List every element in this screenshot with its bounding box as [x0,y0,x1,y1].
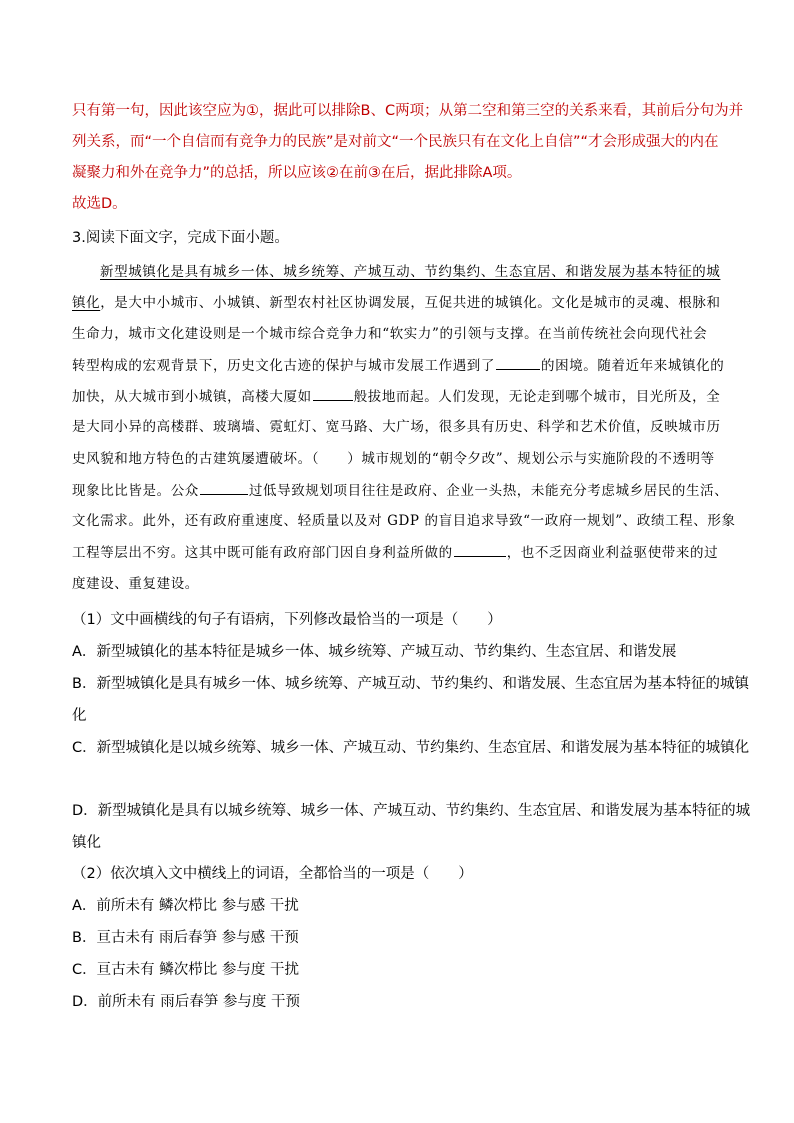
passage-line-6: 是大同小异的高楼群、玻璃墙、霓虹灯、宽马路、大广场，很多具有历史、科学和艺术价值，反映城市历 [72,419,721,435]
passage-line-3: 生命力，城市文化建设则是一个城市综合竞争力和“软实力”的引领与支撑。在当前传统社会向现代社会 [72,326,708,342]
sub1-option-d-cont: 镇化 [72,835,101,851]
underlined-sentence: 新型城镇化是具有城乡一体、城乡统筹、产城互动、节约集约、生态宜居、和谐发展为基本特征的城 [100,264,721,280]
passage-line-8: 现象比比皆是。公众 过低导致规划项目往往是政府、企业一头热，未能充分考虑城乡居民的生活、 [72,480,728,501]
sub1-option-b[interactable]: B．新型城镇化是具有城乡一体、城乡统筹、产城互动、节约集约、和谐发展、生态宜居为基本特征的城镇 [72,676,749,692]
passage-line-7: 史风貌和地方特色的古建筑屡遭破坏。（ ）城市规划的“朝令夕改”、规划公示与实施阶段的不透明等 [72,451,715,467]
sub1-option-c[interactable]: C．新型城镇化是以城乡统筹、城乡一体、产城互动、节约集约、生态宜居、和谐发展为基本特征的城镇化 [72,740,750,756]
sub-question-2-prompt: （2）依次填入文中横线上的词语，全都恰当的一项是（ ） [72,866,473,882]
fill-blank-1 [496,355,540,370]
passage-line-2: 镇化，是大中小城市、小城镇、新型农村社区协调发展，互促共进的城镇化。文化是城市的灵魂、根脉和 [72,295,721,311]
underlined-sentence-end: 镇化 [72,295,101,311]
sub1-option-b-cont: 化 [72,708,87,724]
sub2-option-b[interactable]: B．亘古未有 雨后春笋 参与感 干预 [72,930,299,946]
explanation-line-2: 列关系，而“一个自信而有竞争力的民族”是对前文“一个民族只有在文化上自信”“才会形成强大的内在 [72,134,719,150]
fill-blank-3 [200,480,248,495]
sub2-option-c[interactable]: C．亘古未有 鳞次栉比 参与度 干扰 [72,962,299,978]
passage-line-1 [100,262,720,282]
question-heading: 3.阅读下面文字，完成下面小题。 [72,230,289,246]
sub-question-1-prompt: （1）文中画横线的句子有语病，下列修改最恰当的一项是（ ） [72,612,502,628]
sub1-option-a[interactable]: A．新型城镇化的基本特征是城乡一体、城乡统筹、产城互动、节约集约、生态宜居、和谐发展 [72,644,677,660]
explanation-conclusion: 故选D。 [72,196,127,212]
passage-line-5: 加快，从大城市到小城镇，高楼大厦如 般拔地而起。人们发现，无论走到哪个城市，目光所及，全 [72,386,720,407]
fill-blank-4 [454,542,506,557]
passage-line-4: 转型构成的宏观背景下，历史文化古迹的保护与城市发展工作遇到了 的困境。随着近年来城镇化的 [72,355,724,376]
passage-line-11: 度建设、重复建设。 [72,576,199,592]
explanation-line-1: 只有第一句，因此该空应为①，据此可以排除B、C两项；从第二空和第三空的关系来看，其前后分句为并 [72,103,744,119]
sub2-option-a[interactable]: A．前所未有 鳞次栉比 参与感 干扰 [72,898,299,914]
passage-line-9: 文化需求。此外，还有政府重速度、轻质量以及对 GDP 的盲目追求导致“一政府一规划”、政绩工程、形象 [72,513,736,529]
sub1-option-d[interactable]: D．新型城镇化是具有以城乡统筹、城乡一体、产城互动、节约集约、生态宜居、和谐发展为基本特征的城 [72,803,751,819]
passage-line-10: 工程等层出不穷。这其中既可能有政府部门因自身利益所做的 ，也不乏因商业利益驱使带来的过 [72,542,718,563]
explanation-line-3: 凝聚力和外在竞争力”的总括，所以应该②在前③在后，据此排除A项。 [72,165,522,181]
sub2-option-d[interactable]: D．前所未有 雨后春笋 参与度 干预 [72,994,300,1010]
fill-blank-2 [313,386,353,401]
